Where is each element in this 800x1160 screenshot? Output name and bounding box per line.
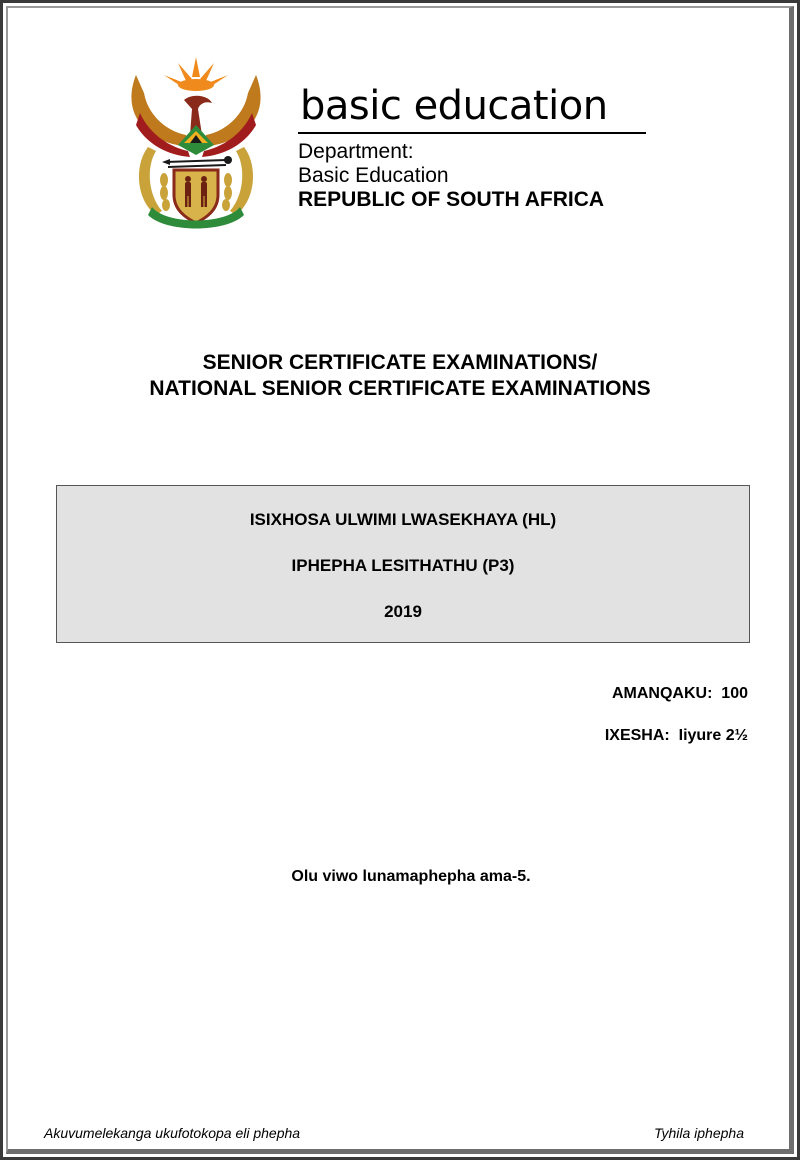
subject-box [56, 485, 750, 643]
exam-details [605, 684, 748, 768]
exam-duration: IXESHA: Iiyure 2½ [604, 727, 748, 744]
paper-number: IPHEPHA LESITHATHU (P3) [291, 556, 515, 575]
logo-wordmark: basic education [300, 83, 608, 129]
department-logo [298, 82, 646, 212]
department-label: Department: [298, 140, 414, 163]
department-name: Basic Education [298, 164, 449, 187]
logo-divider [298, 132, 646, 134]
exam-title-line2: NATIONAL SENIOR CERTIFICATE EXAMINATIONS [149, 377, 651, 400]
page-count-note: Olu viwo lunamaphepha ama-5. [291, 868, 531, 885]
copy-warning: Akuvumelekanga ukufotokopa eli phepha [44, 1125, 301, 1141]
subject-name: ISIXHOSA ULWIMI LWASEKHAYA (HL) [249, 510, 557, 529]
turn-over-note: Tyhila iphepha [653, 1125, 744, 1141]
total-marks: AMANQAKU: 100 [611, 685, 748, 702]
country-name: REPUBLIC OF SOUTH AFRICA [298, 188, 605, 211]
exam-year: 2019 [384, 602, 422, 621]
exam-title-line1: SENIOR CERTIFICATE EXAMINATIONS/ [202, 351, 598, 374]
exam-title [0, 350, 800, 402]
coat-of-arms-icon [126, 55, 266, 230]
